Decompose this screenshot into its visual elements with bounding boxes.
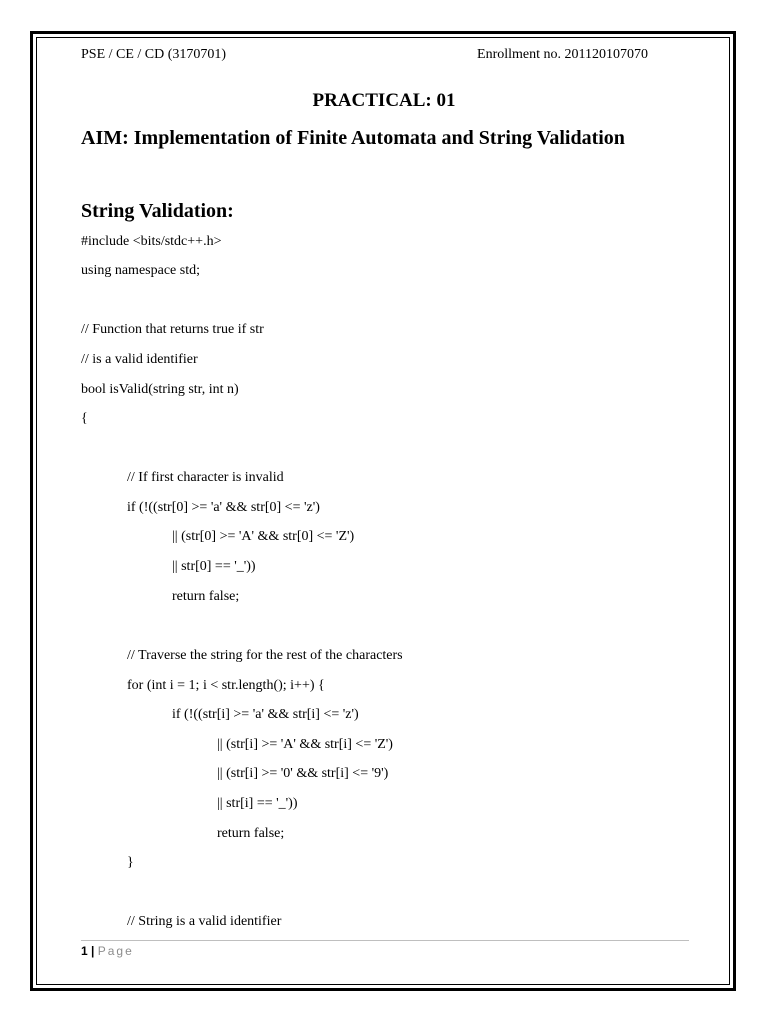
code-line: // is a valid identifier: [81, 352, 198, 367]
page-footer: [81, 943, 134, 959]
code-line: for (int i = 1; i < str.length(); i++) {: [127, 678, 325, 693]
aim-heading: AIM: Implementation of Finite Automata and String Validation: [81, 127, 625, 149]
code-line: // Function that returns true if str: [81, 322, 264, 337]
code-line: || str[i] == '_')): [217, 796, 298, 811]
code-line: return false;: [217, 826, 285, 841]
page-label: Page: [97, 944, 134, 958]
code-line: // Traverse the string for the rest of the characters: [127, 648, 403, 663]
footer-divider: [81, 940, 689, 941]
code-line: using namespace std;: [81, 263, 200, 278]
header-course-code: PSE / CE / CD (3170701): [81, 47, 227, 62]
code-line: || str[0] == '_')): [172, 559, 256, 574]
header-enrollment: Enrollment no. 201120107070: [477, 47, 648, 62]
code-line: // String is a valid identifier: [127, 914, 282, 929]
section-heading: String Validation:: [81, 200, 234, 222]
code-line: if (!((str[i] >= 'a' && str[i] <= 'z'): [172, 707, 359, 722]
code-line: // If first character is invalid: [127, 470, 284, 485]
code-line: return false;: [172, 589, 240, 604]
footer-separator: |: [87, 944, 98, 958]
code-line: {: [81, 411, 88, 426]
page-number: 1: [81, 944, 88, 958]
code-line: if (!((str[0] >= 'a' && str[0] <= 'z'): [127, 500, 320, 515]
code-line: }: [127, 855, 134, 870]
code-line: #include <bits/stdc++.h>: [81, 234, 222, 249]
code-line: || (str[0] >= 'A' && str[0] <= 'Z'): [172, 529, 355, 544]
practical-title: PRACTICAL: 01: [312, 90, 456, 111]
code-line: bool isValid(string str, int n): [81, 382, 239, 397]
code-line: || (str[i] >= '0' && str[i] <= '9'): [217, 766, 389, 781]
code-line: || (str[i] >= 'A' && str[i] <= 'Z'): [217, 737, 393, 752]
